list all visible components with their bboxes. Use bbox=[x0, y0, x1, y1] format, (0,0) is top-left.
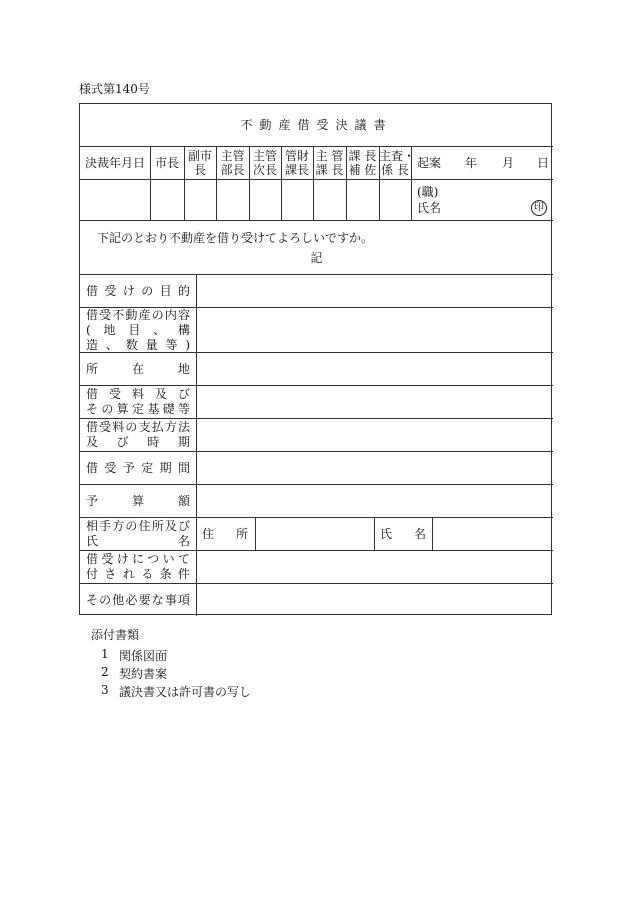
assistant-chief-label: 課 長 bbox=[348, 149, 377, 163]
contents-label: 借受不動産の内容 bbox=[86, 308, 190, 322]
period-label: 借受予定期間 bbox=[86, 461, 190, 475]
location-label: 所在地 bbox=[86, 362, 190, 376]
address-value-line bbox=[255, 517, 256, 550]
attachment-number: 1 bbox=[101, 647, 109, 661]
year-label: 年 bbox=[465, 156, 478, 170]
deputy-mayor-label: 副市 bbox=[187, 149, 212, 163]
attachment-number: 3 bbox=[101, 683, 109, 697]
fee-label: 借受料及び bbox=[86, 387, 190, 401]
day-label: 日 bbox=[537, 156, 550, 170]
line-row bbox=[80, 550, 553, 551]
inspector-label: 主査・ bbox=[379, 149, 416, 163]
drafted-label: 起案 bbox=[417, 156, 442, 170]
attachments-heading: 添付書類 bbox=[91, 628, 140, 642]
section-chief-label: 課 長 bbox=[315, 163, 344, 177]
budget-label: 予算額 bbox=[86, 494, 190, 508]
payment-label: 及び時期 bbox=[86, 435, 190, 449]
other-matters-label: その他必要な事項 bbox=[86, 593, 190, 607]
counterparty-label: 相手方の住所及び bbox=[86, 519, 190, 533]
line-under-statement bbox=[80, 274, 553, 275]
decision-date-label: 決裁年月日 bbox=[84, 156, 145, 170]
record-mark: 記 bbox=[310, 251, 323, 265]
director-label: 部長 bbox=[220, 163, 245, 177]
line-under-approval-boxes bbox=[80, 220, 553, 221]
conditions-label: 付される条件 bbox=[86, 567, 190, 581]
deputy-director-label: 次長 bbox=[252, 163, 277, 177]
line-row bbox=[80, 517, 553, 518]
attachment-item: 議決書又は許可書の写し bbox=[119, 685, 252, 699]
line-row bbox=[80, 451, 553, 452]
attachment-number: 2 bbox=[101, 665, 109, 679]
section-chief-label: 主 管 bbox=[315, 149, 344, 163]
name-value-line bbox=[432, 517, 433, 550]
line-row bbox=[80, 418, 553, 419]
attachment-item: 契約書案 bbox=[119, 667, 168, 681]
name-label: 氏名 bbox=[380, 527, 426, 541]
label-column-line bbox=[196, 274, 197, 616]
mayor-label: 市長 bbox=[154, 156, 179, 170]
counterparty-label: 氏名 bbox=[86, 534, 190, 548]
purpose-label: 借受けの目的 bbox=[86, 284, 190, 298]
drafter-name-label: 氏名 bbox=[417, 201, 442, 215]
finance-chief-label: 課長 bbox=[284, 163, 309, 177]
name-label-line bbox=[374, 517, 375, 550]
deputy-director-label: 主管 bbox=[252, 149, 277, 163]
month-label: 月 bbox=[502, 156, 515, 170]
form-number: 様式第140号 bbox=[79, 82, 150, 96]
fee-label: その算定基礎等 bbox=[86, 402, 190, 416]
decision-form-table bbox=[79, 103, 552, 615]
line-row bbox=[80, 583, 553, 584]
deputy-mayor-label: 長 bbox=[193, 163, 206, 177]
director-label: 主管 bbox=[220, 149, 245, 163]
inspector-label: 係 長 bbox=[381, 163, 409, 177]
payment-label: 借受料の支払方法 bbox=[86, 420, 190, 434]
conditions-label: 借受けについて bbox=[86, 552, 190, 566]
address-label: 住所 bbox=[202, 527, 248, 541]
seal-mark: 印 bbox=[531, 200, 547, 216]
line-row bbox=[80, 484, 553, 485]
statement-text: 下記のとおり不動産を借り受けてよろしいですか。 bbox=[97, 231, 374, 245]
contents-label: 造、数量等) bbox=[86, 338, 190, 352]
contents-label: (地目、構 bbox=[86, 323, 190, 337]
line-row bbox=[80, 352, 553, 353]
line-row bbox=[80, 385, 553, 386]
assistant-chief-label: 補 佐 bbox=[348, 163, 377, 177]
finance-chief-label: 管財 bbox=[284, 149, 309, 163]
drafter-position-label: (職) bbox=[417, 185, 439, 199]
form-title: 不動産借受決議書 bbox=[240, 118, 393, 132]
attachment-item: 関係図面 bbox=[119, 649, 168, 663]
